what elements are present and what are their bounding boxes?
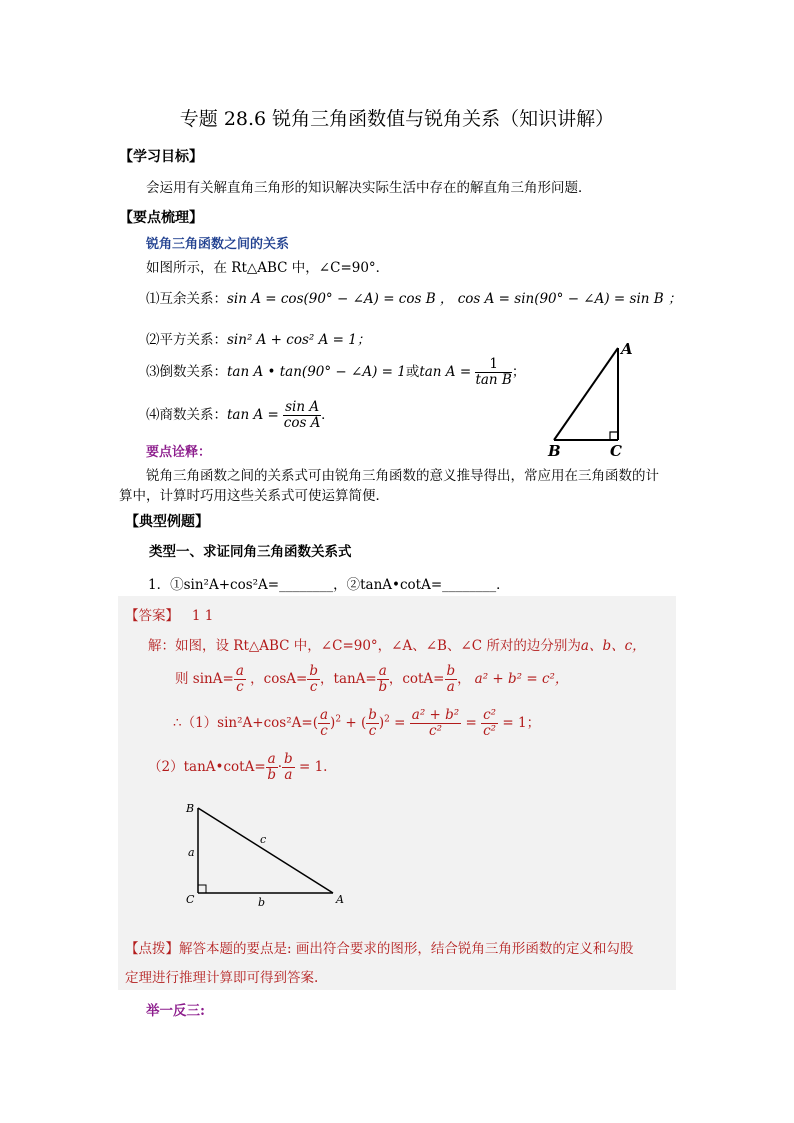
note-line-2: 算中，计算时巧用这些关系式可使运算简便． [119, 488, 389, 504]
fig2-side-a: a [188, 846, 195, 859]
fig2-label-c: C [186, 893, 195, 906]
examples-heading: 【典型例题】 [125, 514, 209, 530]
relation-1-math: sin A = cos(90° − ∠A) = cos B ， cos A = sin(90° − ∠A) = sin B ； [227, 291, 682, 307]
relation-3-fraction: $\frac{1}{\text{tan B}}$ [475, 356, 512, 388]
solution-step-1: ∴（1）sin²A+cos²A=( $\frac{a}{c}$ )$^2$ + ( $\frac{b}{c}$ )$^2$ = $\frac{\text{a² + b²}}{\text{c²}}$ = $\frac{\text{c²}}{\text{c²}}$ = 1； [173, 707, 541, 739]
solution-step-2: （2）tanA•cotA= $\frac{a}{b}$ · $\frac{b}{a}$ = 1. [148, 751, 328, 783]
relation-3: ⑶倒数关系：tan A • tan(90° − ∠A) = 1或tan A = $\frac{1}{\text{tan B}}$ ； [146, 356, 526, 388]
triangle-figure-2 [180, 798, 350, 910]
triangle-figure-1 [540, 336, 640, 460]
hint-label: 【点拨】 [125, 941, 179, 957]
relation-4-fraction: $\frac{\text{sin A}}{\text{cos A}}$ [283, 399, 321, 431]
problem-1 [148, 573, 510, 593]
note-line-1: 锐角三角函数之间的关系式可由锐角三角函数的意义推导得出，常应用在三角函数的计 [146, 468, 659, 484]
solution-definitions: 则 sinA= $\frac{a}{c}$ ，cosA= $\frac{b}{c}$ ，tanA= $\frac{a}{b}$ ，cotA= $\frac{b}{a}$ ， a² + b² = c²， [175, 663, 569, 695]
relation-3-math-a: tan A • tan(90° − ∠A) = 1 [227, 363, 406, 380]
points-heading: 【要点梳理】 [119, 210, 203, 226]
solution-intro: 解：如图，设 Rt△ABC 中，∠C=90°，∠A、∠B、∠C 所对的边分别为a、b、c， [148, 638, 646, 654]
relation-3-label: ⑶倒数关系： [146, 363, 227, 380]
relation-2 [146, 328, 370, 348]
hint-line-1: 【点拨】解答本题的要点是: 画出符合要求的图形，结合锐角三角形函数的定义和勾股 [125, 941, 634, 957]
relation-3-math-b: tan A = [419, 363, 472, 380]
intro-text: 如图所示，在 Rt△ABC 中，∠C=90°． [146, 260, 390, 276]
relation-1-label: ⑴互余关系： [146, 291, 227, 307]
fig2-label-a: A [336, 893, 344, 906]
problem-1-part-2: ②tanA•cotA=________． [346, 577, 510, 593]
goal-text: 会运用有关解直角三角形的知识解决实际生活中存在的解直角三角形问题． [146, 180, 592, 196]
fig1-label-c: C [610, 442, 622, 460]
relation-4: ⑷商数关系：tan A = $\frac{\text{sin A}}{\text{cos A}}$ ． [146, 399, 335, 431]
goal-heading: 【学习目标】 [119, 149, 203, 165]
points-subheading: 锐角三角函数之间的关系 [146, 237, 290, 252]
relation-2-math: sin² A + cos² A = 1； [227, 332, 371, 348]
practice-heading: 举一反三: [146, 1003, 205, 1019]
page-title: 专题 28.6 锐角三角函数值与锐角关系（知识讲解） [179, 108, 615, 130]
type1-heading: 类型一、求证同角三角函数关系式 [149, 544, 352, 560]
problem-1-number: 1． [148, 577, 171, 593]
hint-line-2: 定理进行推理计算即可得到答案. [125, 970, 319, 986]
relation-1 [146, 287, 681, 307]
fig2-side-b: b [258, 896, 266, 909]
note-heading: 要点诠释： [146, 445, 212, 460]
fig2-label-b: B [186, 802, 195, 815]
answer-line [125, 604, 213, 624]
relation-4-label: ⑷商数关系： [146, 406, 227, 423]
answer-box [118, 596, 676, 990]
answer-label: 【答案】 [125, 608, 179, 624]
relation-3-or: 或 [405, 363, 420, 380]
problem-1-part-1: ①sin²A+cos²A=________， [170, 577, 347, 593]
fig2-side-c: c [260, 833, 267, 846]
relation-4-math: tan A = [227, 406, 279, 423]
fig1-label-a: A [621, 340, 633, 358]
answer-values: 1 1 [191, 608, 214, 624]
fig1-label-b: B [548, 442, 561, 460]
relation-2-label: ⑵平方关系： [146, 332, 227, 348]
